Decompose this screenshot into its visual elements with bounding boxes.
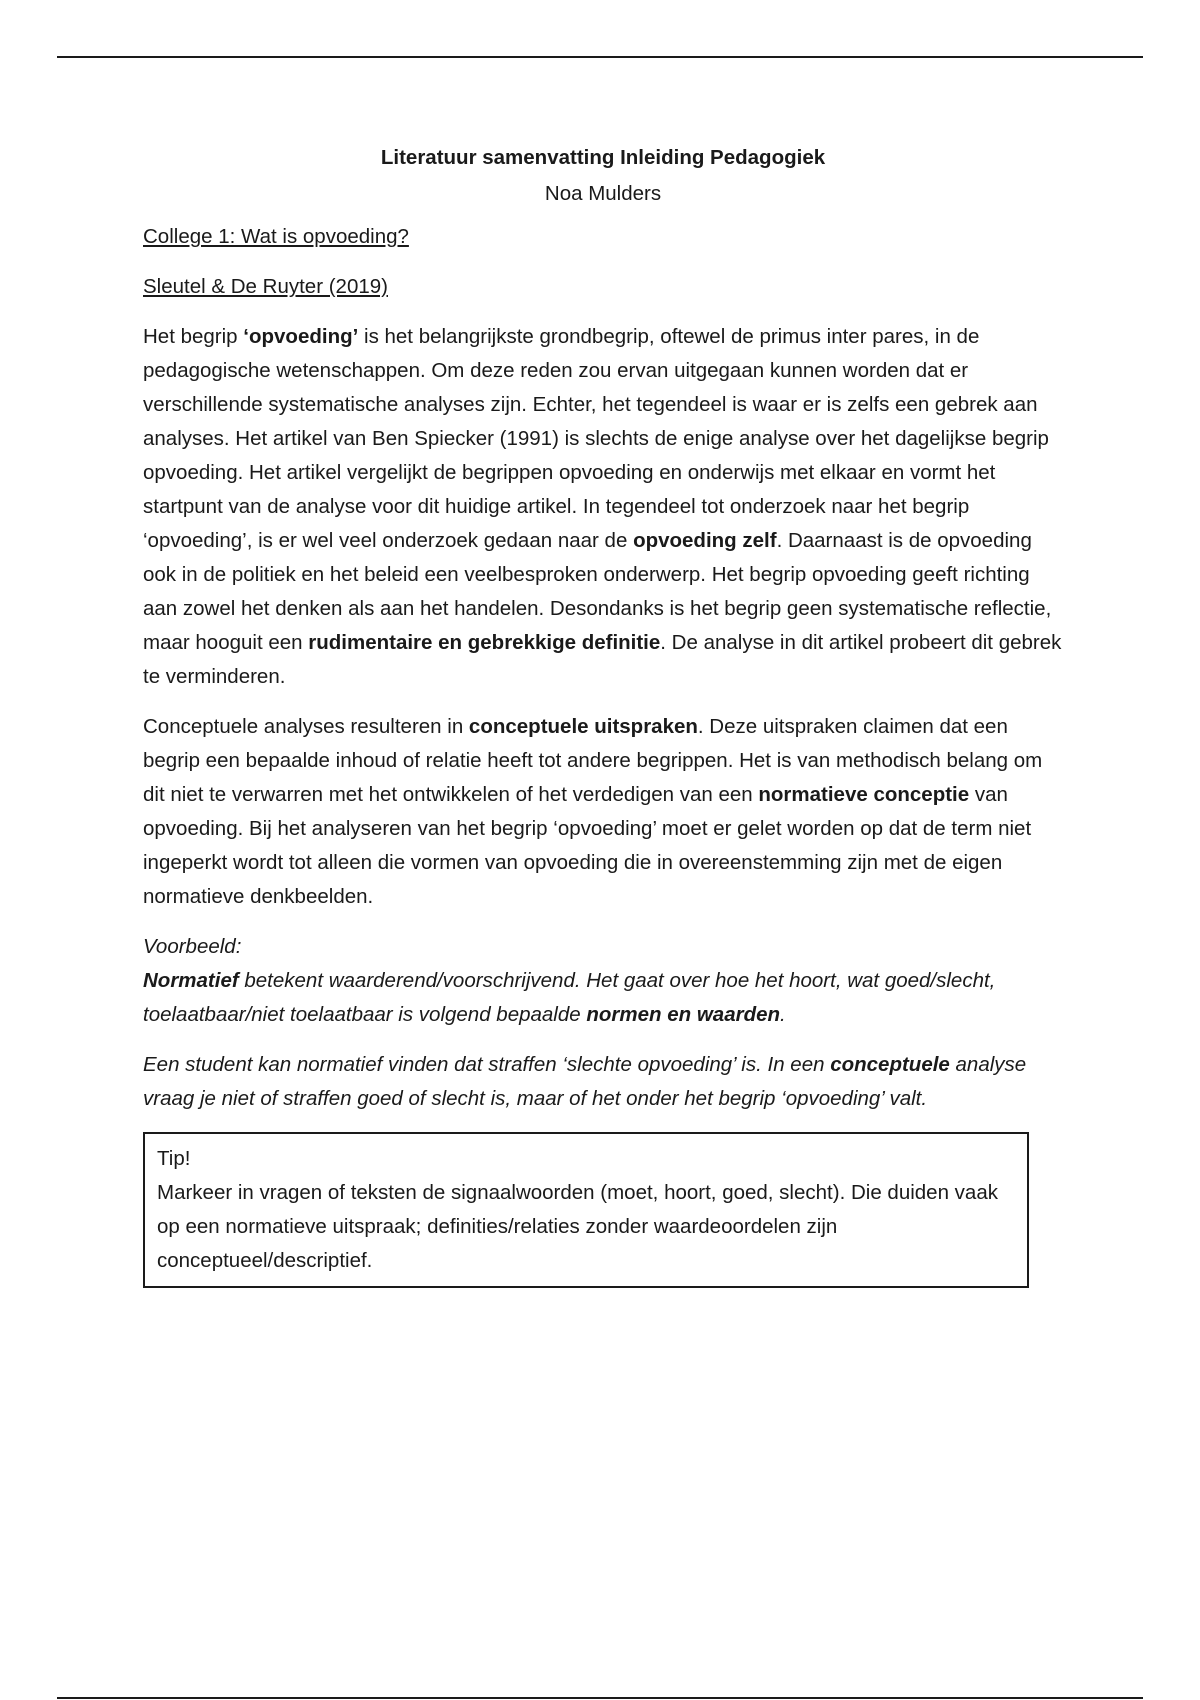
document-title: Literatuur samenvatting Inleiding Pedagogiek (380, 146, 826, 169)
example2-bold-conceptuele: conceptuele (830, 1053, 950, 1076)
paragraph-conceptuele-analyses (143, 710, 1063, 914)
tip-box (143, 1132, 1029, 1288)
p1-bold-opvoeding-zelf: opvoeding zelf (633, 529, 777, 552)
document-author: Noa Mulders (544, 182, 662, 205)
example2-text-1: Een student kan normatief vinden dat straffen ‘slechte opvoeding’ is. In een (143, 1053, 831, 1076)
p2-text-1: Conceptuele analyses resulteren in (143, 715, 469, 738)
example-label: Voorbeeld: (143, 935, 242, 958)
p1-text-2: is het belangrijkste grondbegrip, oftewel de primus inter pares, in de pedagogische wetenschappen. Om deze reden zou ervan uitgegaan kunnen worden dat er verschillende systematische analyses zijn. Echter, het tegendeel is waar er is zelfs een gebrek aan analyses. Het artikel van Ben Spiecker (1991) is slechts de enige analyse over het dagelijkse begrip opvoeding. Het artikel vergelijkt de begrippen opvoeding en onderwijs met elkaar en vormt het startpunt van de analyse voor dit huidige artikel. In tegendeel tot onderzoek naar het begrip ‘opvoeding’, is er wel veel onderzoek gedaan naar de (143, 325, 1049, 552)
example-text (143, 969, 995, 1026)
bottom-rule (57, 1697, 1143, 1699)
example-bold-normatief: Normatief (143, 969, 239, 992)
p2-text-3: van opvoeding. Bij het analyseren van het begrip ‘opvoeding’ moet er gelet worden op dat de term niet ingeperkt wordt tot alleen die vormen van opvoeding die in overeenstemming zijn met de eigen normatieve denkbeelden. (143, 783, 1032, 908)
p2-bold-uitspraken: conceptuele uitspraken (468, 715, 698, 738)
p2-bold-normatieve-conceptie: normatieve conceptie (758, 783, 970, 806)
lecture-heading: College 1: Wat is opvoeding? (143, 225, 409, 248)
document-page (143, 140, 1063, 1288)
example2-text-2: analyse vraag je niet of straffen goed of slecht is, maar of het onder het begrip ‘opvoeding’ valt. (143, 1053, 1027, 1110)
tip-label: Tip! (157, 1147, 191, 1170)
p1-bold-definitie: rudimentaire en gebrekkige definitie (308, 631, 661, 654)
p2-text-2: . Deze uitspraken claimen dat een begrip een bepaalde inhoud of relatie heeft tot andere begrippen. Het is van methodisch belang om dit niet te verwarren met het ontwikkelen of het verdedigen van een (143, 715, 1043, 806)
example-block (143, 930, 1063, 1032)
tip-text: Markeer in vragen of teksten de signaalwoorden (moet, hoort, goed, slecht). Die duiden vaak op een normatieve uitspraak; definities/relaties zonder waardeoordelen zijn conceptueel/descriptief. (157, 1181, 998, 1272)
example-text-2: . (780, 1003, 786, 1026)
paragraph-opvoeding (143, 320, 1063, 694)
p1-text-1: Het begrip (143, 325, 244, 348)
p1-text-3: . Daarnaast is de opvoeding ook in de politiek en het beleid een veelbesproken onderwerp. Het begrip opvoeding geeft richting aan zowel het denken als aan het handelen. Desondanks is het begrip geen systematische reflectie, maar hooguit een (143, 529, 1052, 654)
example-text-1: betekent waarderend/voorschrijvend. Het gaat over hoe het hoort, wat goed/slecht, toelaatbaar/niet toelaatbaar is volgend bepaalde (143, 969, 996, 1026)
top-rule (57, 56, 1143, 58)
source-heading: Sleutel & De Ruyter (2019) (143, 275, 388, 298)
p1-bold-opvoeding: ‘opvoeding’ (243, 325, 359, 348)
example-student-paragraph (143, 1048, 1063, 1116)
p1-text-4: . De analyse in dit artikel probeert dit gebrek te verminderen. (143, 631, 1062, 688)
title-block (143, 140, 1063, 212)
example-bold-normen: normen en waarden (586, 1003, 781, 1026)
